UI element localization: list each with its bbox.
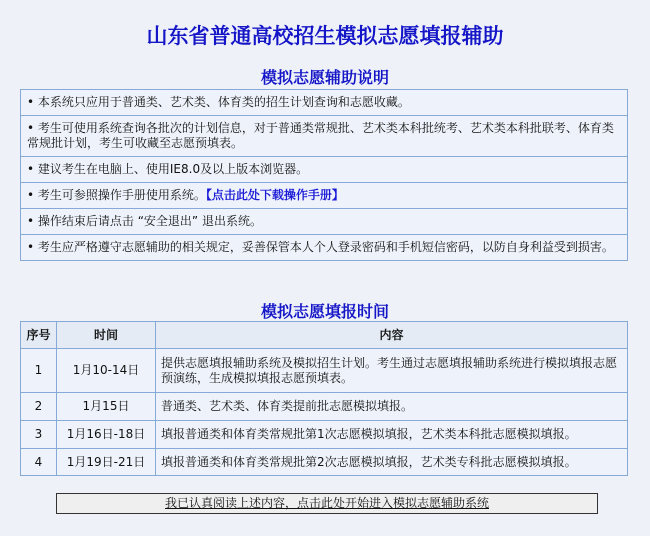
cell-content: 填报普通类和体育类常规批第2次志愿模拟填报，艺术类专科批志愿模拟填报。 [156,449,628,476]
note-item [21,183,628,209]
note-item: • 建议考生在电脑上、使用IE8.0及以上版本浏览器。 [21,157,628,183]
notes-heading: 模拟志愿辅助说明 [260,68,389,87]
enter-system-button[interactable]: 我已认真阅读上述内容，点击此处开始进入模拟志愿辅助系统 [56,493,598,514]
notes-table [20,89,628,261]
note-item: • 本系统只应用于普通类、艺术类、体育类的招生计划查询和志愿收藏。 [21,90,628,116]
col-header-index: 序号 [21,322,57,349]
schedule-heading: 模拟志愿填报时间 [260,302,389,321]
page-title: 山东省普通高校招生模拟志愿填报辅助 [146,23,504,48]
cell-time: 1月16日-18日 [57,421,156,449]
table-row [21,421,628,449]
cell-content: 普通类、艺术类、体育类提前批志愿模拟填报。 [156,393,628,421]
note-item: • 操作结束后请点击 “安全退出” 退出系统。 [21,209,628,235]
table-row [21,393,628,421]
table-row [21,349,628,393]
note-item: • 考生应严格遵守志愿辅助的相关规定，妥善保管本人个人登录密码和手机短信密码，以防自身利益受到损害。 [21,235,628,261]
col-header-content: 内容 [156,322,628,349]
cell-time: 1月15日 [57,393,156,421]
table-row [21,449,628,476]
col-header-time: 时间 [57,322,156,349]
note-text: • 考生可参照操作手册使用系统。 [27,188,206,202]
note-item: • 考生可使用系统查询各批次的计划信息，对于普通类常规批、艺术类本科批统考、艺术类本科批联考、体育类常规批计划，考生可收藏至志愿预填表。 [21,116,628,157]
cell-time: 1月19日-21日 [57,449,156,476]
cell-index: 1 [21,349,57,393]
cell-index: 3 [21,421,57,449]
cell-index: 2 [21,393,57,421]
download-manual-link[interactable]: 【点击此处下载操作手册】 [205,188,344,202]
cell-time: 1月10-14日 [57,349,156,393]
schedule-table [20,321,628,476]
cell-index: 4 [21,449,57,476]
cell-content: 提供志愿填报辅助系统及模拟招生计划。考生通过志愿填报辅助系统进行模拟填报志愿预演练，生成模拟填报志愿预填表。 [156,349,628,393]
table-header [21,322,628,349]
cell-content: 填报普通类和体育类常规批第1次志愿模拟填报，艺术类本科批志愿模拟填报。 [156,421,628,449]
